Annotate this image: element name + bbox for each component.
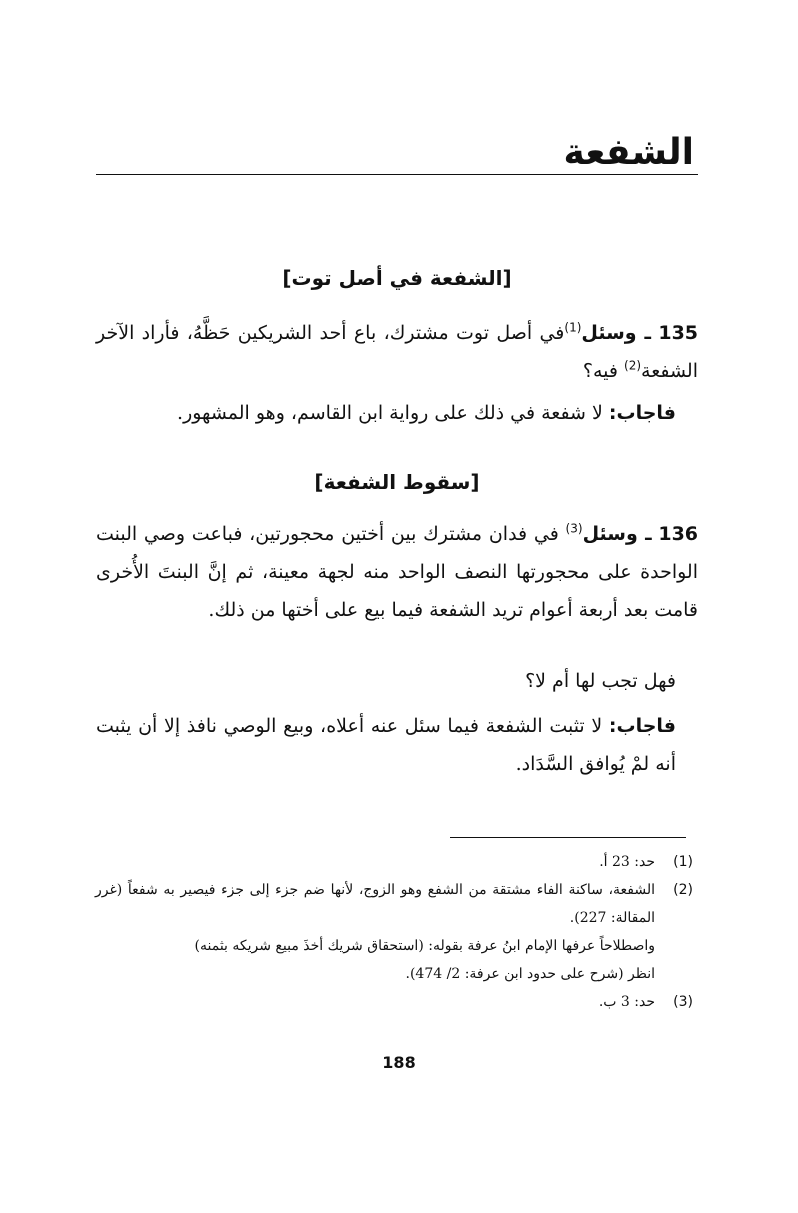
answer-136	[96, 707, 698, 783]
footnote-divider	[450, 837, 686, 838]
question-text: في أصل توت مشترك، باع أحد الشريكين حَظَّهُ، فأراد الآخر الشفعة	[96, 322, 698, 382]
footnote-3	[95, 988, 693, 1016]
question-text-end: فيه؟	[582, 360, 624, 382]
question-text: في فدان مشترك بين أختين محجورتين، فباعت وصي البنت الواحدة على محجورتها النصف الواحد منه لجهة معينة، ثم إنَّ البنتَ الأُخرى قامت بعد أربعة أعوام تريد الشفعة فيما بيع على أختها من ذلك.	[96, 523, 698, 621]
chapter-divider	[96, 174, 698, 175]
question-135	[96, 314, 698, 390]
footnote-marker: (1)	[673, 854, 693, 870]
footnote-ref-1[interactable]: (1)	[564, 320, 582, 335]
page-number: 188	[382, 1053, 416, 1072]
section-heading-1: [الشفعة في أصل توت]	[282, 266, 512, 290]
footnote-ref-2[interactable]: (2)	[624, 358, 642, 373]
answer-label: فاجاب:	[608, 402, 676, 424]
answer-135	[96, 394, 698, 432]
footnote-1	[95, 848, 693, 876]
footnote-ref-3[interactable]: (3)	[565, 521, 583, 536]
footnote-2	[95, 876, 693, 932]
question-136-followup: فهل تجب لها أم لا؟	[525, 670, 676, 692]
footnote-2-continuation: واصطلاحاً عرفها الإمام ابنُ عرفة بقوله: (استحقاق شريك أخذَ مبيع شريكه بثمنه)	[194, 938, 655, 954]
footnote-marker: (3)	[673, 994, 693, 1010]
answer-label: فاجاب:	[608, 715, 676, 737]
answer-text: لا شفعة في ذلك على رواية ابن القاسم، وهو المشهور.	[177, 402, 609, 424]
footnote-2-reference: انظر (شرح على حدود ابن عرفة: 2/ 474).	[405, 966, 655, 982]
question-lead: ـ وسئل	[582, 523, 652, 545]
answer-text: لا تثبت الشفعة فيما سئل عنه أعلاه، وبيع الوصي نافذ إلا أن يثبت أنه لمْ يُوافق السَّدَاد.	[96, 715, 676, 775]
chapter-title: الشفعة	[563, 132, 694, 173]
footnote-text: الشفعة، ساكنة الفاء مشتقة من الشفع وهو الزوج، لأنها ضم جزء إلى جزء فيصير به شفعاً (غرر المقالة: 227).	[95, 882, 655, 926]
footnote-marker: (2)	[673, 882, 693, 898]
section-heading-2: [سقوط الشفعة]	[314, 470, 480, 494]
footnote-text: حد: 3 ب.	[598, 994, 655, 1010]
question-136	[96, 515, 698, 629]
question-number: 136	[658, 523, 699, 545]
question-number: 135	[658, 322, 699, 344]
question-lead: ـ وسئل	[581, 322, 652, 344]
footnote-text: حد: 23 أ.	[599, 854, 655, 870]
footnotes	[95, 848, 693, 1016]
